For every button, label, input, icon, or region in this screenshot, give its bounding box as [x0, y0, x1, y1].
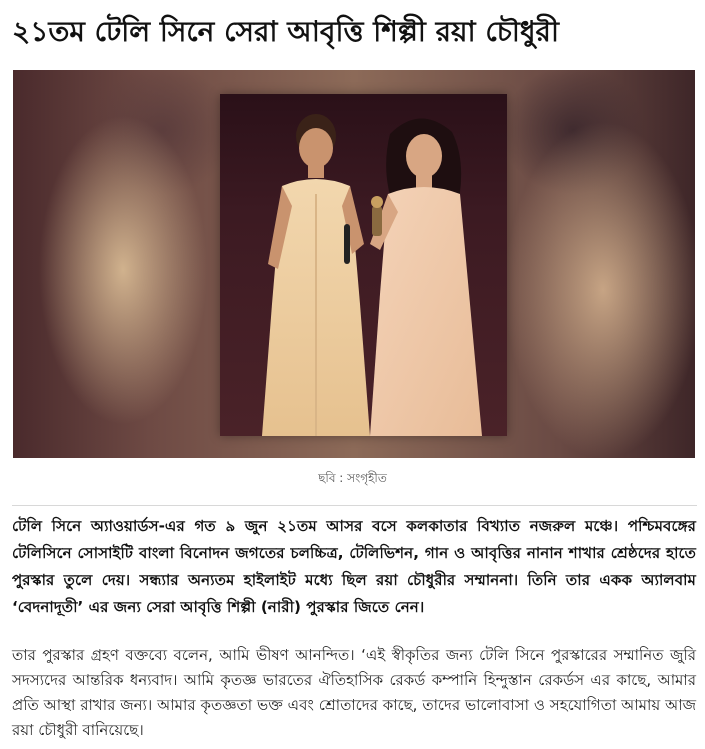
- body-paragraph: তার পুরস্কার গ্রহণ বক্তব্যে বলেন, আমি ভীষণ আনন্দিত। ‘এই স্বীকৃতির জন্য টেলি সিনে পুরস্কারের সম্মানিত জুরি সদস্যদের আন্তরিক ধন্যবাদ। আমি কৃতজ্ঞ ভারতের ঐতিহাসিক রেকর্ড কম্পানি হিন্দুস্তান রেকর্ডস এর কাছে, আমার প্রতি আস্থা রাখার জন্য। আমার কৃতজ্ঞতা ভক্ত এবং শ্রোতাদের কাছে, তাদের ভালোবাসা ও সহযোগিতা আমায় আজ রয়া চৌধুরী বানিয়েছে।: [12, 646, 696, 739]
- award-ceremony-photo: [220, 94, 507, 436]
- caption-divider: [12, 505, 697, 506]
- article-headline: ২১তম টেলি সিনে সেরা আবৃত্তি শিল্পী রয়া চৌধুরী: [12, 15, 559, 48]
- award-photo-illustration: [220, 94, 507, 436]
- lead-paragraph: টেলি সিনে অ্যাওয়ার্ডস-এর গত ৯ জুন ২১তম আসর বসে কলকাতার বিখ্যাত নজরুল মঞ্চে। পশ্চিমবঙ্গের টেলিসিনে সোসাইটি বাংলা বিনোদন জগতের চলচ্চিত্র, টেলিভিশন, গান ও আবৃত্তির নানান শাখার শ্রেষ্ঠদের হাতে পুরস্কার তুলে দেয়। সন্ধ্যার অন্যতম হাইলাইট মধ্যে ছিল রয়া চৌধুরীর সম্মাননা। তিনি তার একক অ্যালবাম ‘বেদনাদূতী’ এর জন্য সেরা আবৃত্তি শিল্পী (নারী) পুরস্কার জিতে নেন।: [12, 517, 696, 616]
- photo-caption: ছবি : সংগৃহীত: [318, 471, 387, 485]
- article-photo: [13, 70, 695, 458]
